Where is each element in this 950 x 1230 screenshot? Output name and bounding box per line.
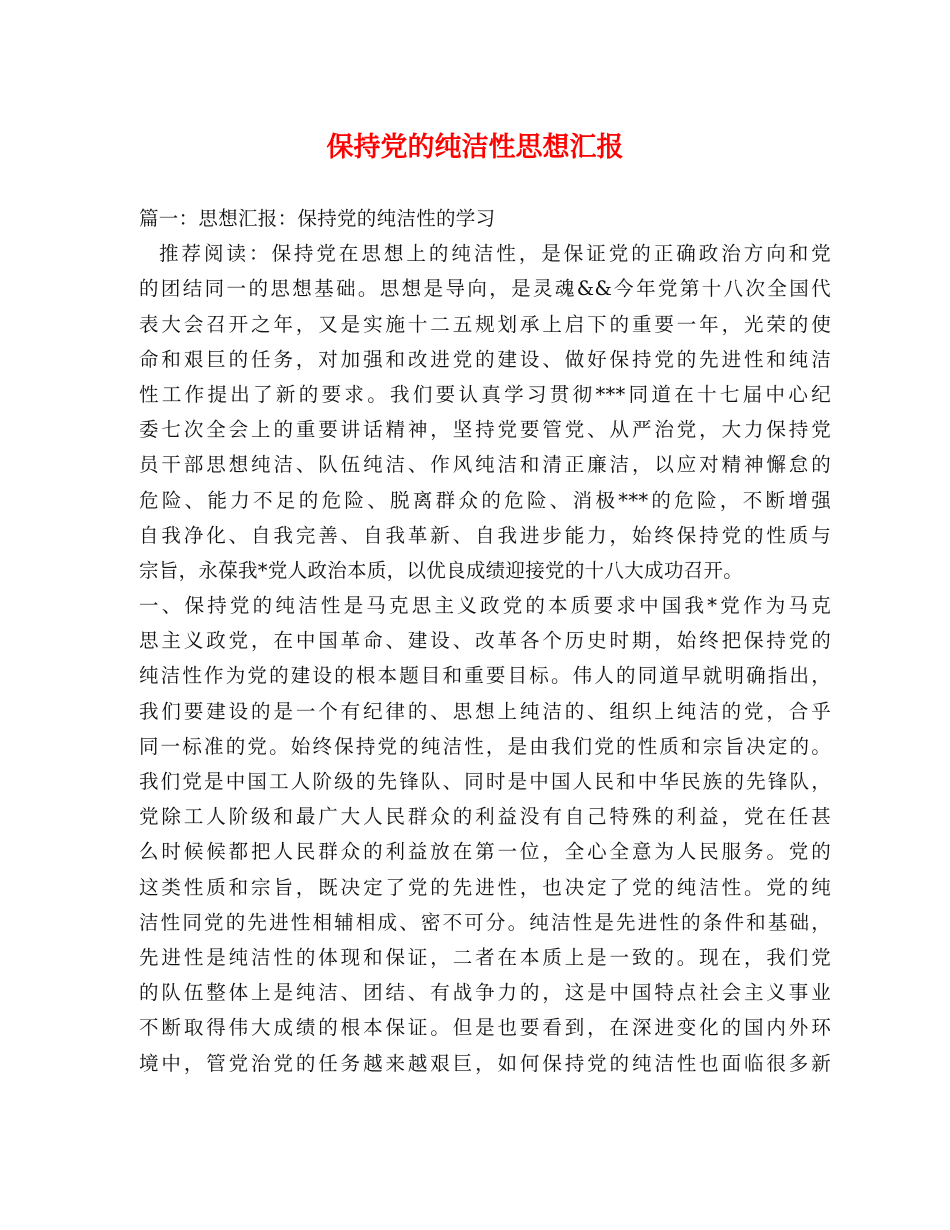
paragraph-line: 员干部思想纯洁、队伍纯洁、作风纯洁和清正廉洁，以应对精神懈怠的 [139, 453, 831, 477]
paragraph-line: 这类性质和宗旨，既决定了党的先进性，也决定了党的纯洁性。党的纯 [139, 875, 831, 899]
paragraph-line: 同一标准的党。始终保持党的纯洁性，是由我们党的性质和宗旨决定的。 [139, 734, 831, 758]
paragraph-line: 境中，管党治党的任务越来越艰巨，如何保持党的纯洁性也面临很多新 [139, 1051, 831, 1075]
document-body [139, 201, 831, 1081]
paragraph-line: 表大会召开之年，又是实施十二五规划承上启下的重要一年，光荣的使 [139, 312, 831, 336]
paragraph-line: 自我净化、自我完善、自我革新、自我进步能力，始终保持党的性质与 [139, 523, 831, 547]
paragraph-line: 一、保持党的纯洁性是马克思主义政党的本质要求中国我*党作为马克 [139, 594, 831, 618]
paragraph-line: 先进性是纯洁性的体现和保证，二者在本质上是一致的。现在，我们党 [139, 945, 831, 969]
paragraph-line: 么时候候都把人民群众的利益放在第一位，全心全意为人民服务。党的 [139, 840, 831, 864]
paragraph-line: 危险、能力不足的危险、脱离群众的危险、消极***的危险，不断增强 [139, 488, 831, 512]
document-title: 保持党的纯洁性思想汇报 [326, 132, 624, 163]
paragraph-line: 的队伍整体上是纯洁、团结、有战争力的，这是中国特点社会主义事业 [139, 981, 831, 1005]
paragraph-line: 推荐阅读：保持党在思想上的纯洁性，是保证党的正确政治方向和党 [159, 242, 831, 266]
paragraph-line: 纯洁性作为党的建设的根本题目和重要目标。伟人的同道早就明确指出， [139, 664, 831, 688]
section-heading: 篇一：思想汇报：保持党的纯洁性的学习 [139, 207, 496, 230]
paragraph-line: 性工作提出了新的要求。我们要认真学习贯彻***同道在十七届中心纪 [139, 382, 831, 406]
paragraph-line: 委七次全会上的重要讲话精神，坚持党要管党、从严治党，大力保持党 [139, 418, 831, 442]
paragraph-line: 宗旨，永葆我*党人政治本质，以优良成绩迎接党的十八大成功召开。 [139, 558, 744, 582]
paragraph-line: 不断取得伟大成绩的根本保证。但是也要看到，在深进变化的国内外环 [139, 1016, 831, 1040]
paragraph-line: 命和艰巨的任务，对加强和改进党的建设、做好保持党的先进性和纯洁 [139, 347, 831, 371]
paragraph-line: 我们要建设的是一个有纪律的、思想上纯洁的、组织上纯洁的党，合乎 [139, 699, 831, 723]
paragraph-line: 党除工人阶级和最广大人民群众的利益没有自己特殊的利益，党在任甚 [139, 805, 831, 829]
paragraph-line: 的团结同一的思想基础。思想是导向，是灵魂&&今年党第十八次全国代 [139, 277, 831, 301]
paragraph-line: 思主义政党，在中国革命、建设、改革各个历史时期，始终把保持党的 [139, 629, 831, 653]
paragraph-line: 洁性同党的先进性相辅相成、密不可分。纯洁性是先进性的条件和基础， [139, 910, 831, 934]
paragraph-line: 我们党是中国工人阶级的先锋队、同时是中国人民和中华民族的先锋队， [139, 770, 831, 793]
